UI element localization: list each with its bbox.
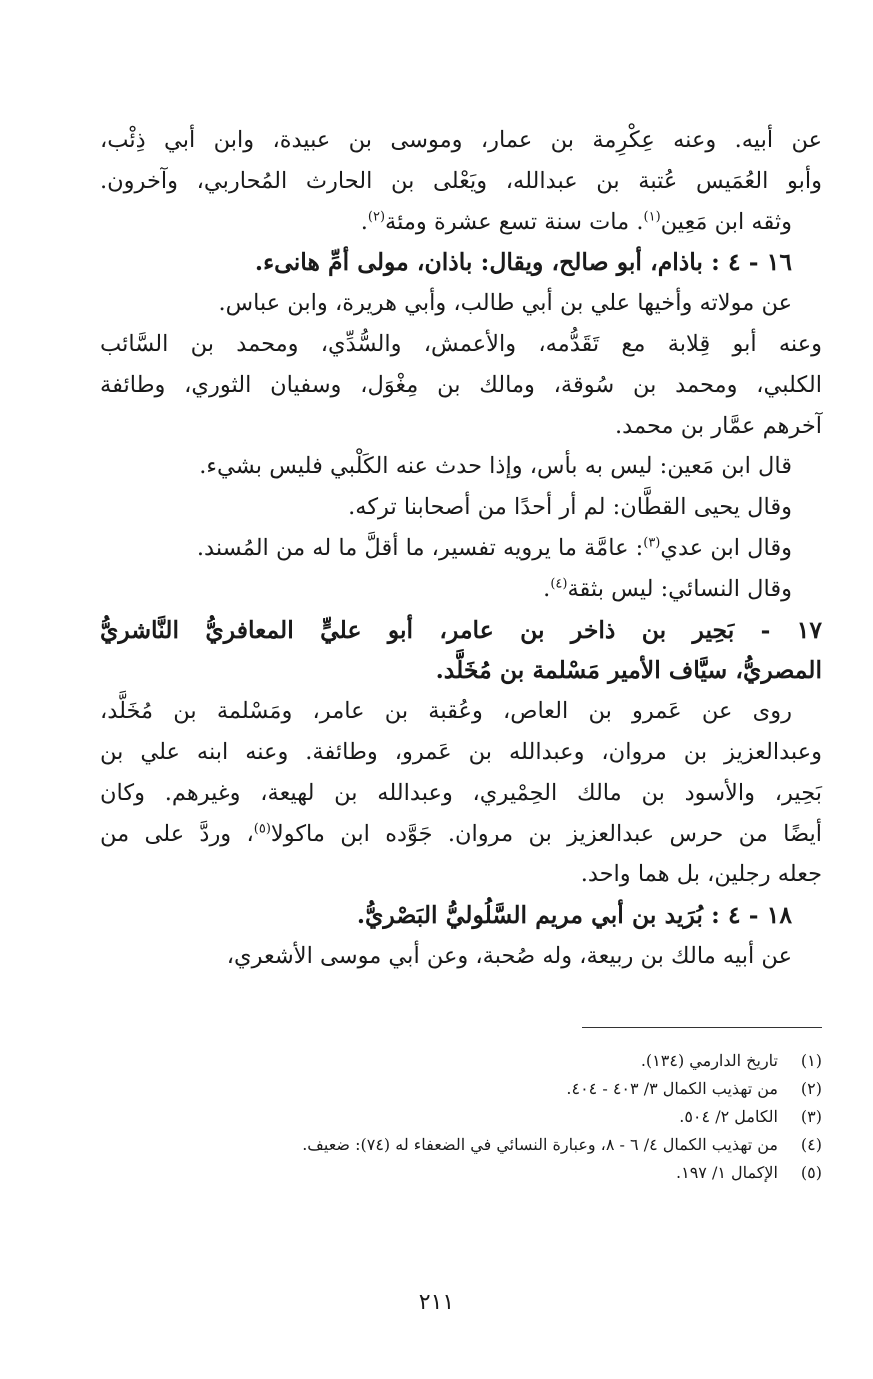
text-line: وعنه أبو قِلابة مع تَقَدُّمه، والأعمش، والسُّدِّي، ومحمد بن السَّائب xyxy=(100,330,822,357)
footnote-number: (٣) xyxy=(800,1107,822,1126)
footnote-text: الإكمال ١/ ١٩٧. xyxy=(676,1163,778,1182)
text-line xyxy=(100,528,822,569)
footnote-item xyxy=(100,1159,822,1187)
text-line: وأبو العُمَيس عُتبة بن عبدالله، ويَعْلى بن الحارث المُحاربي، وآخرون. xyxy=(100,167,822,194)
text-line: الكلبي، ومحمد بن سُوقة، ومالك بن مِغْوَل، وسفيان الثوري، وطائفة xyxy=(100,371,823,398)
footnote-item xyxy=(100,1103,822,1131)
footnote-text: من تهذيب الكمال ٣/ ٤٠٣ - ٤٠٤. xyxy=(566,1079,778,1098)
text-segment: وقال ابن عدي xyxy=(660,534,792,561)
footnote-ref: (٢) xyxy=(367,209,386,225)
entry-heading: ١٦ - ٤ : باذام، أبو صالح، ويقال: باذان، مولى أمِّ هانىء. xyxy=(254,248,792,277)
text-line: وعبدالعزيز بن مروان، وعبدالله بن عَمرو، وطائفة. وعنه ابنه علي بن xyxy=(100,738,822,765)
text-line: آخرهم عمَّار بن محمد. xyxy=(615,412,822,439)
text-segment: وثقه ابن مَعِين xyxy=(660,208,792,235)
text-segment: . xyxy=(360,208,368,235)
entry-heading: المصريُّ، سيَّاف الأمير مَسْلمة بن مُخَلَّد. xyxy=(435,656,822,685)
text-line: عن أبيه. وعنه عِكْرِمة بن عمار، وموسى بن عبيدة، وابن أبي ذِئْب، xyxy=(100,127,822,153)
footnote-text: من تهذيب الكمال ٤/ ٦ - ٨، وعبارة النسائي في الضعفاء له (٧٤): ضعيف. xyxy=(302,1135,778,1154)
text-line: قال ابن مَعين: ليس به بأس، وإذا حدث عنه الكَلْبي فليس بشيء. xyxy=(199,453,792,480)
footnote-ref: (٤) xyxy=(550,576,568,592)
footnote-divider xyxy=(582,1027,822,1028)
text-line: بَحِير، والأسود بن مالك الحِمْيري، وعبدالله بن لهيعة، وغيرهم. وكان xyxy=(100,779,822,806)
footnote-text: الكامل ٢/ ٥٠٤. xyxy=(679,1107,778,1126)
footnotes xyxy=(100,1047,822,1187)
entry-heading: ١٧ - بَحِير بن ذاخر بن عامر، أبو عليٍّ المعافريُّ النَّاشريُّ xyxy=(100,615,822,644)
text-line: روى عن عَمرو بن العاص، وعُقبة بن عامر، ومَسْلمة بن مُخَلَّد، xyxy=(100,698,792,725)
footnote-number: (٤) xyxy=(800,1135,822,1154)
text-line: عن مولاته وأخيها علي بن أبي طالب، وأبي هريرة، وابن عباس. xyxy=(218,290,792,317)
page-number: ٢١١ xyxy=(418,1290,455,1315)
footnote-ref: (٣) xyxy=(643,535,661,551)
footnote-number: (١) xyxy=(800,1051,822,1070)
footnote-number: (٢) xyxy=(800,1079,822,1098)
text-segment: أيضًا من حرس عبدالعزيز بن مروان. جَوَّده ابن ماكولا xyxy=(270,820,822,847)
footnote-item xyxy=(100,1047,822,1075)
text-line xyxy=(100,569,822,610)
footnote-number: (٥) xyxy=(800,1163,822,1182)
footnote-text: تاريخ الدارمي (١٣٤). xyxy=(640,1051,778,1070)
text-segment: وقال النسائي: ليس بثقة xyxy=(567,575,792,602)
text-line: وقال يحيى القطَّان: لم أر أحدًا من أصحابنا تركه. xyxy=(348,494,792,521)
footnote-ref: (٥) xyxy=(253,821,271,837)
footnote-ref: (١) xyxy=(643,209,661,225)
entry-heading: ١٨ - ٤ : بُرَيد بن أبي مريم السَّلُوليُّ البَصْريُّ. xyxy=(356,901,792,930)
text-segment: ، وردَّ على من xyxy=(100,820,254,847)
footnote-item xyxy=(100,1131,822,1159)
text-line: جعله رجلين، بل هما واحد. xyxy=(580,861,822,888)
text-segment: . مات سنة تسع عشرة ومئة xyxy=(385,208,644,235)
text-line: عن أبيه مالك بن ربيعة، وله صُحبة، وعن أبي موسى الأشعري، xyxy=(226,942,792,969)
text-segment: . xyxy=(543,575,551,602)
text-segment: : عامَّة ما يرويه تفسير، ما أقلَّ ما له من المُسند. xyxy=(196,534,644,561)
text-line xyxy=(100,202,822,243)
text-line xyxy=(100,814,822,855)
main-text xyxy=(100,120,822,977)
footnote-item xyxy=(100,1075,822,1103)
